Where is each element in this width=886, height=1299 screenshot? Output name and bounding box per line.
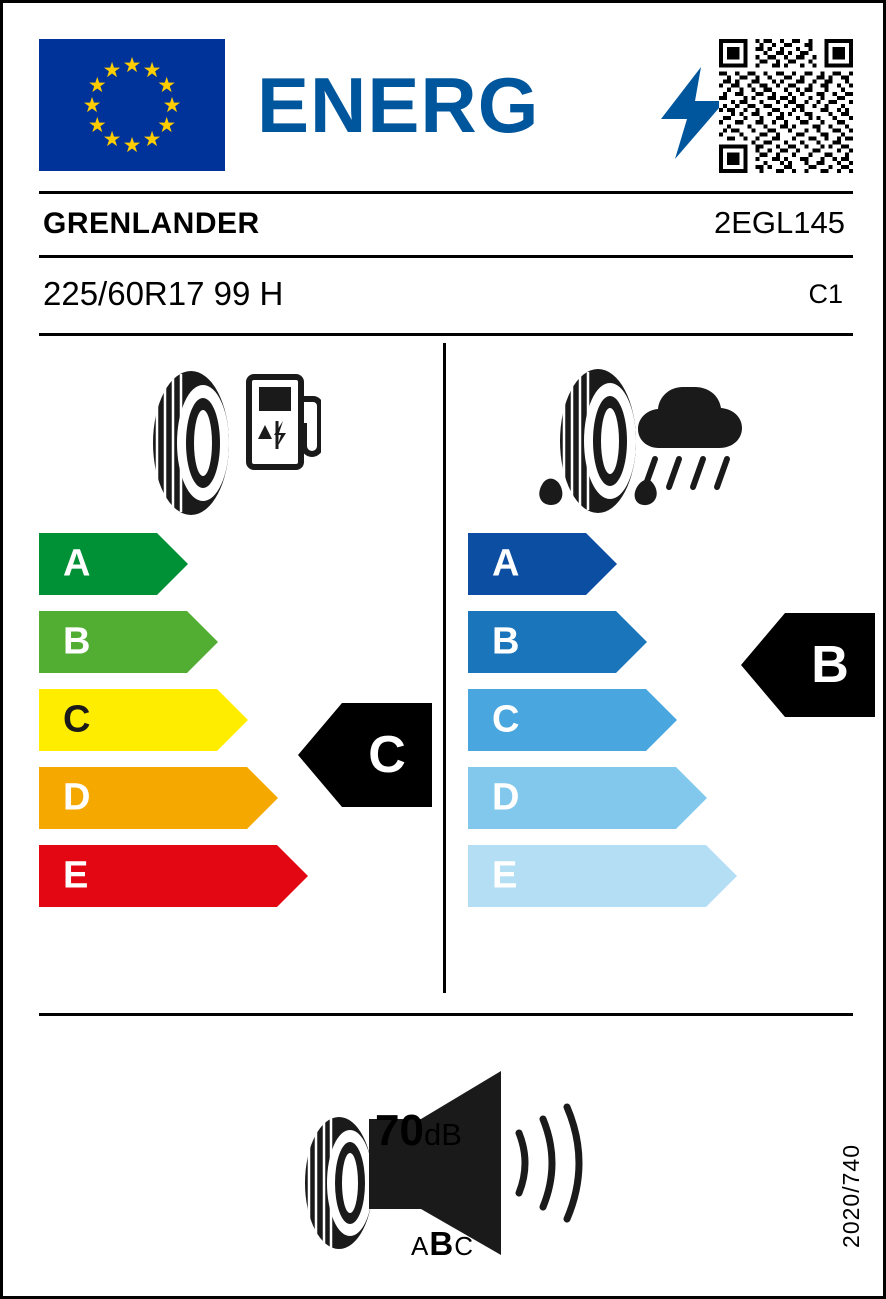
eu-star-icon: ★ — [102, 128, 122, 152]
grade-arrow — [468, 533, 798, 595]
grade-letter: E — [63, 854, 89, 897]
trade-code: 2EGL145 — [714, 205, 845, 240]
grade-letter: B — [63, 620, 91, 663]
eu-star-icon: ★ — [82, 93, 102, 117]
result-arrow-tip — [741, 613, 785, 717]
grade-letter: E — [492, 854, 518, 897]
divider-top — [39, 191, 853, 194]
page-title: ENERG — [257, 61, 540, 149]
wet-result-letter: B — [811, 636, 849, 694]
tyre-class: C1 — [808, 279, 843, 309]
grade-letter: D — [492, 776, 520, 819]
grade-arrow-body — [39, 845, 277, 907]
brand-name: GRENLANDER — [43, 207, 260, 240]
tyre-rain-cloud-icon — [533, 363, 793, 528]
wet-grip-scale — [468, 533, 798, 923]
grade-arrow-body — [39, 611, 187, 673]
lightning-bolt-icon — [661, 67, 725, 159]
grade-arrow — [39, 845, 369, 907]
result-arrow-body — [785, 613, 875, 717]
result-arrow-body — [342, 703, 432, 807]
eu-star-icon: ★ — [122, 53, 142, 77]
eu-flag-icon — [39, 39, 225, 171]
grade-letter: C — [492, 698, 520, 741]
grade-arrow-body — [468, 611, 616, 673]
regulation-reference: 2020/740 — [838, 1144, 864, 1248]
divider-size — [39, 333, 853, 336]
grade-arrow-body — [468, 767, 676, 829]
label-header — [39, 39, 853, 171]
eu-star-icon: ★ — [122, 133, 142, 157]
grade-letter: B — [492, 620, 520, 663]
noise-class-scale — [411, 1225, 474, 1263]
noise-value — [375, 1106, 462, 1156]
noise-class-a: A — [411, 1231, 430, 1261]
grade-letter: C — [63, 698, 91, 741]
grade-arrow-body — [39, 533, 157, 595]
grade-letter: A — [492, 542, 520, 585]
eu-star-icon: ★ — [157, 73, 177, 97]
noise-class-b-selected: B — [429, 1225, 455, 1262]
eu-star-icon: ★ — [162, 93, 182, 117]
eu-star-icon: ★ — [157, 113, 177, 137]
pictogram-row — [3, 355, 886, 530]
grade-arrow — [468, 767, 798, 829]
grade-arrow — [39, 533, 369, 595]
qr-code-icon — [719, 39, 853, 173]
eu-star-icon: ★ — [142, 128, 162, 152]
grade-arrow-body — [468, 689, 646, 751]
grade-letter: A — [63, 542, 91, 585]
noise-class-c: C — [454, 1231, 474, 1261]
wet-grip-result — [741, 613, 875, 717]
divider-noise — [39, 1013, 853, 1016]
grade-letter: D — [63, 776, 91, 819]
tyre-size: 225/60R17 99 H — [43, 275, 284, 312]
grade-arrow — [39, 611, 369, 673]
eu-star-icon: ★ — [102, 58, 122, 82]
eu-star-icon: ★ — [87, 73, 107, 97]
noise-db-number: 70 — [375, 1106, 424, 1155]
noise-db-unit: dB — [423, 1117, 462, 1152]
grade-arrow-body — [468, 845, 706, 907]
grade-arrow-body — [39, 767, 247, 829]
fuel-result-letter: C — [368, 726, 406, 784]
result-arrow-tip — [298, 703, 342, 807]
divider-brand — [39, 255, 853, 258]
eu-star-icon: ★ — [142, 58, 162, 82]
tyre-fuel-pump-icon — [131, 363, 321, 523]
grade-arrow — [468, 845, 798, 907]
grade-arrow-body — [39, 689, 217, 751]
grade-arrow-body — [468, 533, 586, 595]
eu-star-icon: ★ — [87, 113, 107, 137]
fuel-efficiency-result — [298, 703, 432, 807]
